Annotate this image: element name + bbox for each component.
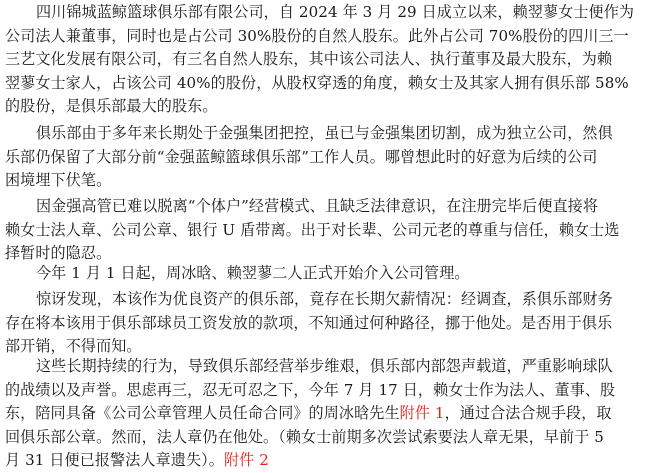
text-line: 俱乐部由于多年来长期处于金强集团把控，虽已与金强集团切割，成为独立公司，然俱: [36, 124, 613, 142]
text-line: 因金强高管已难以脱离“个体户”经营模式、且缺乏法律意识，在注册完毕后便直接将: [36, 197, 599, 215]
annex-2-reference: 附件 2: [223, 451, 269, 469]
paragraph-seals: [0, 195, 660, 266]
text-line: 部开销，不得而知。: [5, 337, 142, 355]
text-line-annex-2: [0, 449, 660, 473]
text-line: 三艺文化发展有限公司，有三名自然人股东，其中该公司法人、执行董事及最大股东，为赖: [5, 50, 613, 68]
paragraph-ownership: [0, 1, 660, 119]
text-line: 择暂时的隐忍。: [5, 244, 112, 262]
text-line: 今年 1 月 1 日起，周冰晗、赖翌蓼二人正式开始介入公司管理。: [36, 264, 470, 282]
text-segment: 月 31 日便已报警法人章遗失）。: [5, 451, 224, 469]
text-segment: 东，陪同具备《公司公章管理人员任命合同》的周冰晗先生: [5, 404, 400, 422]
text-line: 乐部仍保留了大部分前“金强蓝鲸篮球俱乐部”工作人员。哪曾想此时的好意为后续的公司: [5, 147, 598, 166]
text-line: 四川锦城蓝鲸篮球俱乐部有限公司，自 2024 年 3 月 29 日成立以来，赖翌蓼女士便作为: [36, 3, 635, 21]
text-line: 赖女士法人章、公司公章、银行 U 盾带离。出于对长辈、公司元老的尊重与信任，赖女士选: [5, 220, 620, 239]
text-line: 回俱乐部公章。然而，法人章仍在他处。（赖女士前期多次尝试索要法人章无果，早前于 5: [5, 427, 604, 446]
paragraph-actions: [0, 355, 660, 473]
paragraph-management: [0, 262, 660, 286]
text-segment: ，通过合法合规手段，取: [444, 404, 612, 422]
paragraph-staff: [0, 122, 660, 193]
annex-1-reference: 附件 1: [399, 404, 445, 422]
text-line: 这些长期持续的行为，导致俱乐部经营举步维艰，俱乐部内部怨声载道，严重影响球队: [36, 357, 613, 375]
text-line: 惊讶发现，本该作为优良资产的俱乐部，竟存在长期欠薪情况：经调查，系俱乐部财务: [36, 290, 613, 308]
text-line-annex-1: [0, 402, 660, 426]
text-line: 的股份，是俱乐部最大的股东。: [5, 97, 218, 115]
text-line: 的战绩以及声誉。思虑再三，忍无可忍之下，今年 7 月 17 日，赖女士作为法人、董事、股: [5, 380, 616, 399]
text-line: 翌蓼女士家人，占该公司 40%的股份，从股权穿透的角度，赖女士及其家人拥有俱乐部 58%: [5, 73, 629, 92]
text-line: 公司法人兼董事，同时也是占公司 30%股份的自然人股东。此外占公司 70%股份的四川三一: [5, 26, 629, 45]
text-line: 困境埋下伏笔。: [5, 171, 112, 189]
paragraph-findings: [0, 288, 660, 359]
text-line: 存在将本该用于俱乐部球员工资发放的款项，不知通过何种路径，挪于他处。是否用于俱乐: [5, 313, 613, 332]
